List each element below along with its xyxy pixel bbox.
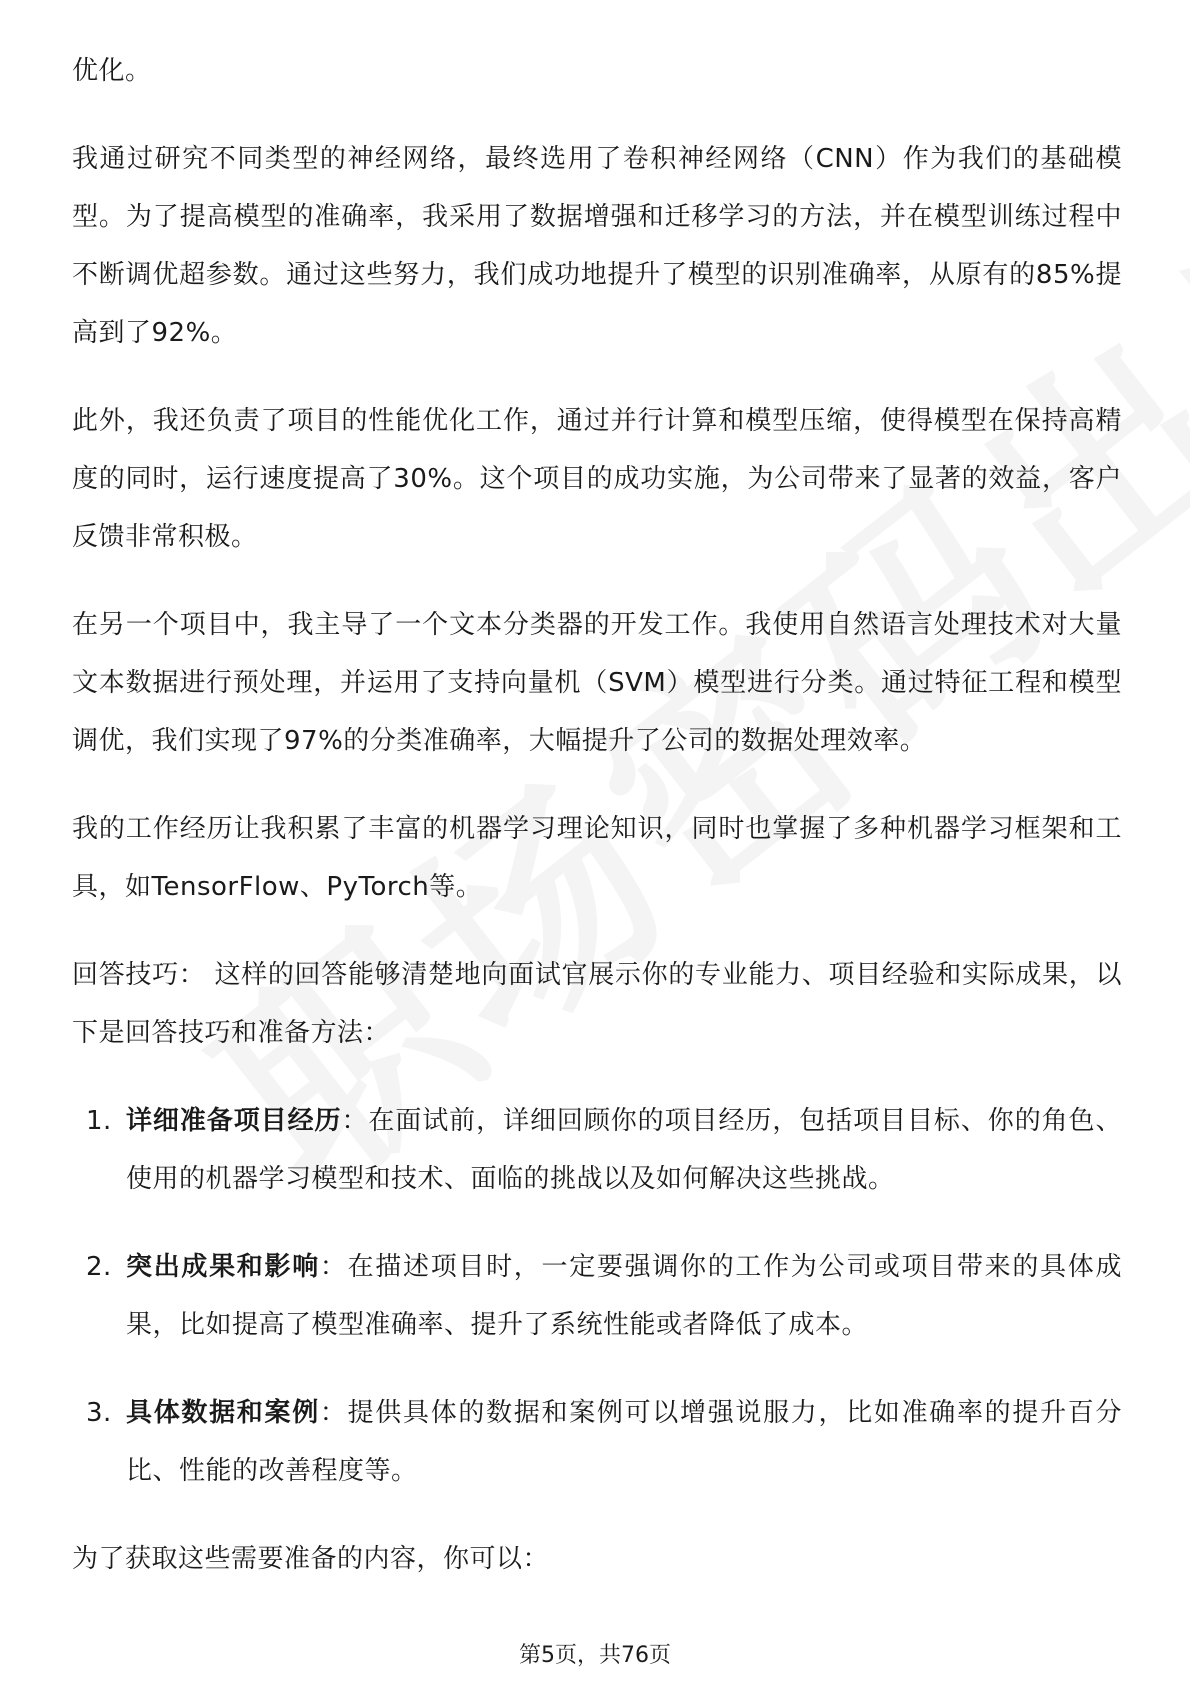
paragraph-4: 在另一个项目中，我主导了一个文本分类器的开发工作。我使用自然语言处理技术对大量文本数据进行预处理，并运用了支持向量机（SVM）模型进行分类。通过特征工程和模型调优，我们实现了97%的分类准确率，大幅提升了公司的数据处理效率。: [72, 610, 1122, 756]
paragraph-3: 此外，我还负责了项目的性能优化工作，通过并行计算和模型压缩，使得模型在保持高精度的同时，运行速度提高了30%。这个项目的成功实施，为公司带来了显著的效益，客户反馈非常积极。: [72, 406, 1122, 552]
list-item-title: 突出成果和影响: [126, 1252, 320, 1282]
paragraph-1: 优化。: [72, 56, 152, 86]
tips-list: [72, 1092, 1122, 1500]
paragraph-2: 我通过研究不同类型的神经网络，最终选用了卷积神经网络（CNN）作为我们的基础模型。为了提高模型的准确率，我采用了数据增强和迁移学习的方法，并在模型训练过程中不断调优超参数。通过这些努力，我们成功地提升了模型的识别准确率，从原有的85%提高到了92%。: [72, 144, 1122, 348]
list-item: [72, 1092, 1122, 1208]
list-item-title: 具体数据和案例: [126, 1398, 320, 1428]
closing-paragraph: 为了获取这些需要准备的内容，你可以：: [72, 1544, 550, 1574]
list-item: [72, 1384, 1122, 1500]
list-number: 1.: [86, 1106, 112, 1136]
list-number: 3.: [86, 1398, 112, 1428]
list-item-text: ：在描述项目时，一定要强调你的工作为公司或项目带来的具体成果，比如提高了模型准确率、提升了系统性能或者降低了成本。: [126, 1252, 1122, 1340]
list-number: 2.: [86, 1252, 112, 1282]
list-item-text: ：提供具体的数据和案例可以增强说服力，比如准确率的提升百分比、性能的改善程度等。: [126, 1398, 1122, 1486]
list-item-title: 详细准备项目经历: [126, 1106, 342, 1136]
list-item: [72, 1238, 1122, 1354]
page-footer: 第5页，共76页: [519, 1643, 671, 1668]
paragraph-6: 回答技巧： 这样的回答能够清楚地向面试官展示你的专业能力、项目经验和实际成果，以下是回答技巧和准备方法：: [72, 960, 1122, 1048]
list-item-text: ：在面试前，详细回顾你的项目经历，包括项目目标、你的角色、使用的机器学习模型和技术、面临的挑战以及如何解决这些挑战。: [126, 1106, 1122, 1194]
page-content: [72, 42, 1122, 1618]
paragraph-5: 我的工作经历让我积累了丰富的机器学习理论知识，同时也掌握了多种机器学习框架和工具，如TensorFlow、PyTorch等。: [72, 814, 1122, 902]
